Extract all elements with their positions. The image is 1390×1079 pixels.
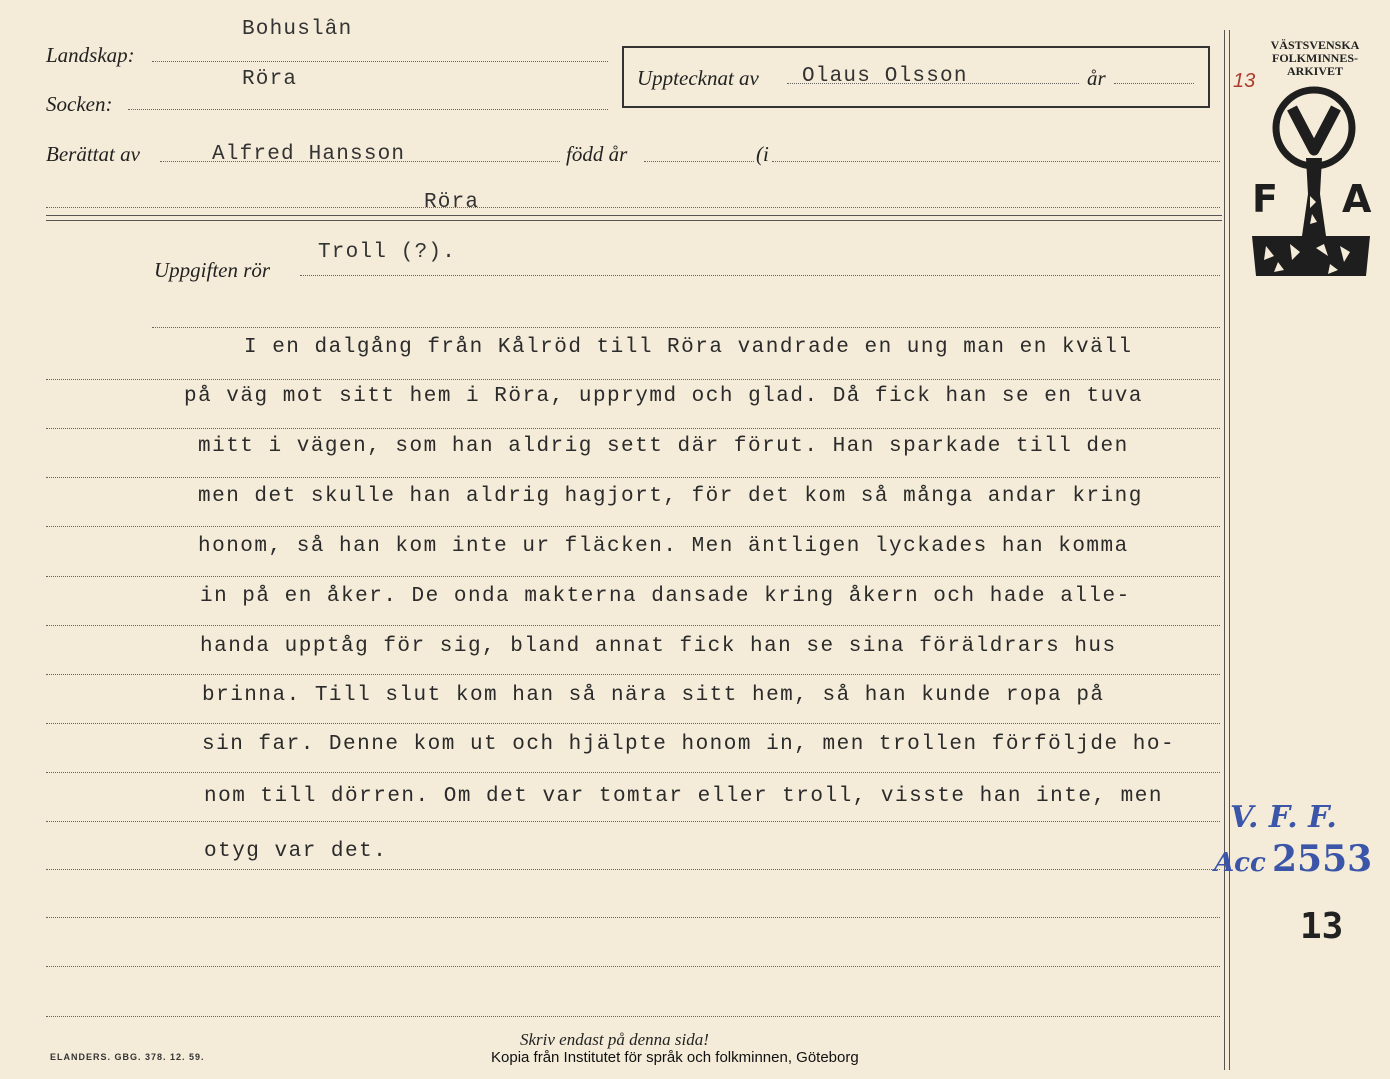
page-number: 13: [1300, 906, 1344, 947]
body-line: otyg var det.: [204, 840, 388, 863]
fodd-paren: (i: [756, 142, 769, 166]
stamp-acc-label: Acc: [1214, 848, 1266, 878]
body-line: handa upptåg för sig, bland annat fick han se sina föräldrars hus: [200, 635, 1117, 658]
ruled-line: [46, 966, 1220, 967]
landskap-line: [152, 61, 608, 62]
ruled-line: [46, 723, 1220, 724]
berattat-line: [160, 161, 560, 162]
ar-line: [1114, 83, 1194, 84]
ruled-line: [46, 428, 1220, 429]
upptecknat-value: Olaus Olsson: [802, 65, 968, 88]
ruled-line: [46, 477, 1220, 478]
ruled-line: [46, 772, 1220, 773]
body-line: nom till dörren. Om det var tomtar eller troll, visste han inte, men: [204, 785, 1163, 808]
ruled-line: [46, 674, 1220, 675]
upptecknat-label: Upptecknat av: [637, 66, 759, 90]
vff-logo-icon: [1246, 86, 1376, 282]
body-line: brinna. Till slut kom han så nära sitt hem, så han kunde ropa på: [202, 684, 1105, 707]
ruled-line: [46, 625, 1220, 626]
uppgiften-line-2: [152, 327, 1220, 328]
body-line: in på en åker. De onda makterna dansade kring åkern och hade alle-: [200, 585, 1131, 608]
uppgiften-label: Uppgiften rör: [154, 258, 271, 282]
logo-v: [1292, 108, 1336, 150]
body-line: honom, så han kom inte ur fläcken. Men äntligen lyckades han komma: [198, 535, 1129, 558]
archive-name: [1254, 39, 1376, 78]
ruled-line: [46, 379, 1220, 380]
body-line: men det skulle han aldrig hagjort, för det kom så många andar kring: [198, 485, 1143, 508]
ruled-line: [46, 821, 1220, 822]
margin-rule-1: [1224, 30, 1225, 1070]
printer-mark: ELANDERS. GBG. 378. 12. 59.: [50, 1052, 205, 1062]
place-line-top: [772, 161, 1220, 162]
place-line: [46, 207, 1220, 208]
ruled-line: [46, 526, 1220, 527]
upptecknat-line: [787, 83, 1079, 84]
fodd-label: född år: [566, 142, 628, 166]
archive-name-line: FOLKMINNES-: [1271, 51, 1358, 65]
socken-value: Röra: [242, 68, 298, 91]
footer-note: Skriv endast på denna sida!: [520, 1030, 709, 1049]
berattat-label: Berättat av: [46, 142, 140, 166]
header-divider-2: [46, 220, 1222, 221]
place-value: Röra: [424, 191, 480, 214]
copy-notice: Kopia från Institutet för språk och folkminnen, Göteborg: [491, 1049, 859, 1066]
body-line: I en dalgång från Kålröd till Röra vandrade en ung man en kväll: [244, 336, 1133, 359]
archive-name-line: ARKIVET: [1286, 64, 1343, 78]
body-line: på väg mot sitt hem i Röra, upprymd och glad. Då fick han se en tuva: [184, 385, 1143, 408]
socken-label: Socken:: [46, 92, 113, 116]
landskap-label: Landskap:: [46, 43, 135, 67]
uppgiften-line: [300, 275, 1220, 276]
margin-rule-2: [1229, 30, 1230, 1070]
landskap-value: Bohuslân: [242, 18, 353, 41]
uppgiften-value: Troll (?).: [318, 241, 457, 264]
logo-f: F: [1252, 177, 1278, 221]
red-pencil-number: 13: [1233, 70, 1256, 92]
body-line: mitt i vägen, som han aldrig sett där förut. Han sparkade till den: [198, 435, 1129, 458]
socken-line: [128, 109, 608, 110]
archive-name-line: VÄSTSVENSKA: [1270, 38, 1360, 52]
berattat-value: Alfred Hansson: [212, 143, 406, 166]
ruled-line: [46, 869, 1220, 870]
body-line: sin far. Denne kom ut och hjälpte honom in, men trollen förföljde ho-: [202, 733, 1176, 756]
ruled-line: [46, 917, 1220, 918]
header-divider-1: [46, 215, 1222, 216]
ruled-line: [46, 1016, 1220, 1017]
ruled-line: [46, 576, 1220, 577]
ar-label: år: [1087, 66, 1106, 90]
stamp-acc-number: 2553: [1272, 838, 1373, 880]
fodd-line: [644, 161, 754, 162]
hammer-handle: [1302, 158, 1326, 236]
logo-a: A: [1342, 177, 1372, 221]
stamp-vff: V. F. F.: [1230, 800, 1337, 835]
